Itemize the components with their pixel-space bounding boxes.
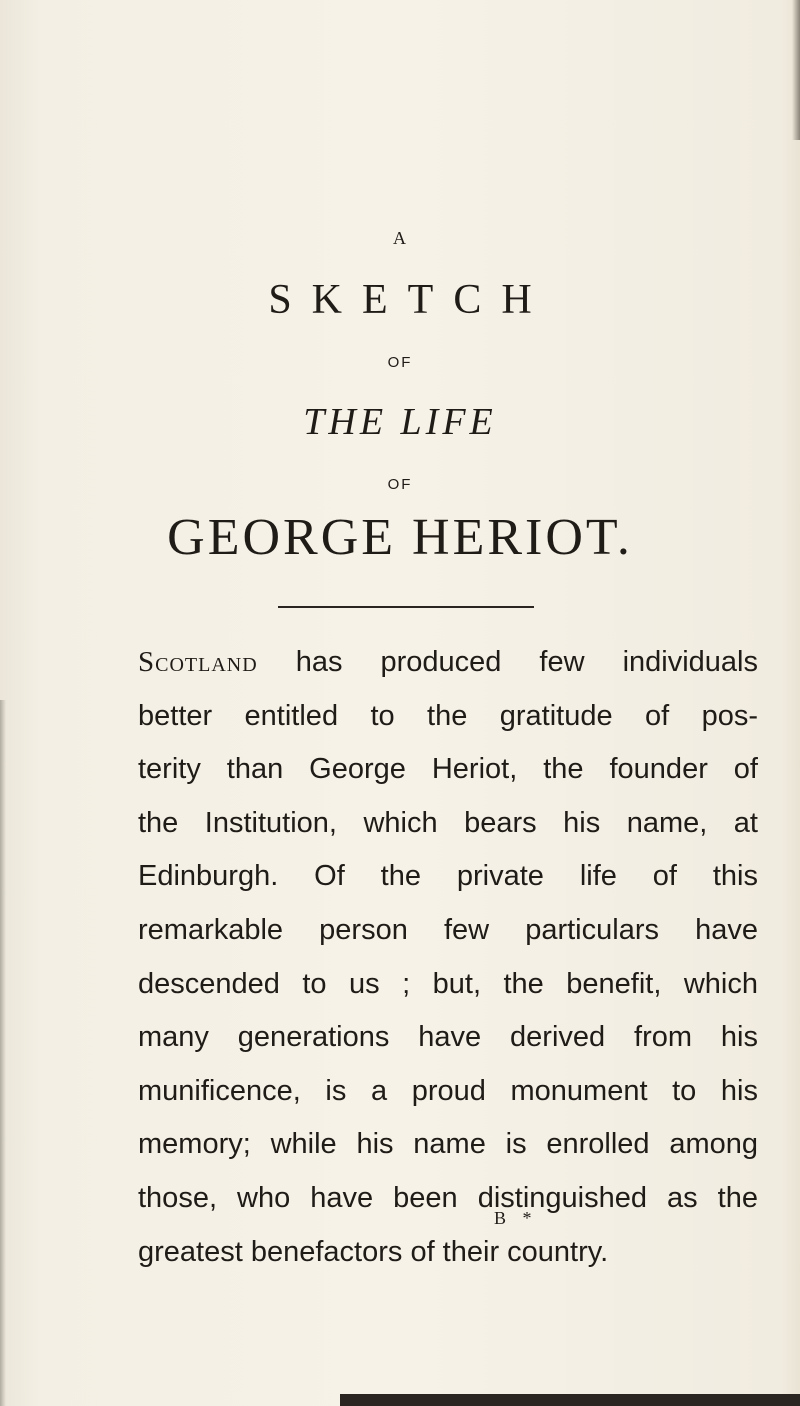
body-line: the Institution, which bears his name, at [138,806,758,839]
body-paragraph [138,636,758,1279]
body-line: better entitled to the gratitude of pos- [138,699,758,732]
body-line: greatest benefactors of their country. [138,1235,609,1268]
page-gutter-shadow [0,700,6,1406]
signature-catchword: B * [494,1208,538,1228]
body-line [138,636,758,690]
body-line: remarkable person few particulars have [138,913,758,946]
body-line: many generations have derived from his [138,1021,758,1054]
body-line: Edinburgh. Of the private life of this [138,860,758,893]
title-divider-rule [278,606,534,608]
opening-word: Scotland [138,646,258,678]
page-edge-shadow [792,0,800,140]
body-line-text: has produced few individuals [257,646,758,678]
title-article: A [393,228,407,248]
title-the-life: THE LIFE [303,401,497,443]
body-line: those, who have been distinguished as the [138,1181,758,1214]
body-line: memory; while his name is enrolled among [138,1128,758,1161]
body-line: terity than George Heriot, the founder of [138,753,758,786]
title-subject-name: GEORGE HERIOT. [167,509,633,566]
body-line: munificence, is a proud monument to his [138,1074,758,1107]
title-of-1: OF [387,354,413,371]
page-bottom-edge [340,1394,800,1406]
title-of-2: OF [387,476,413,493]
body-line: descended to us ; but, the benefit, which [138,967,758,1000]
title-sketch: SKETCH [268,277,552,323]
